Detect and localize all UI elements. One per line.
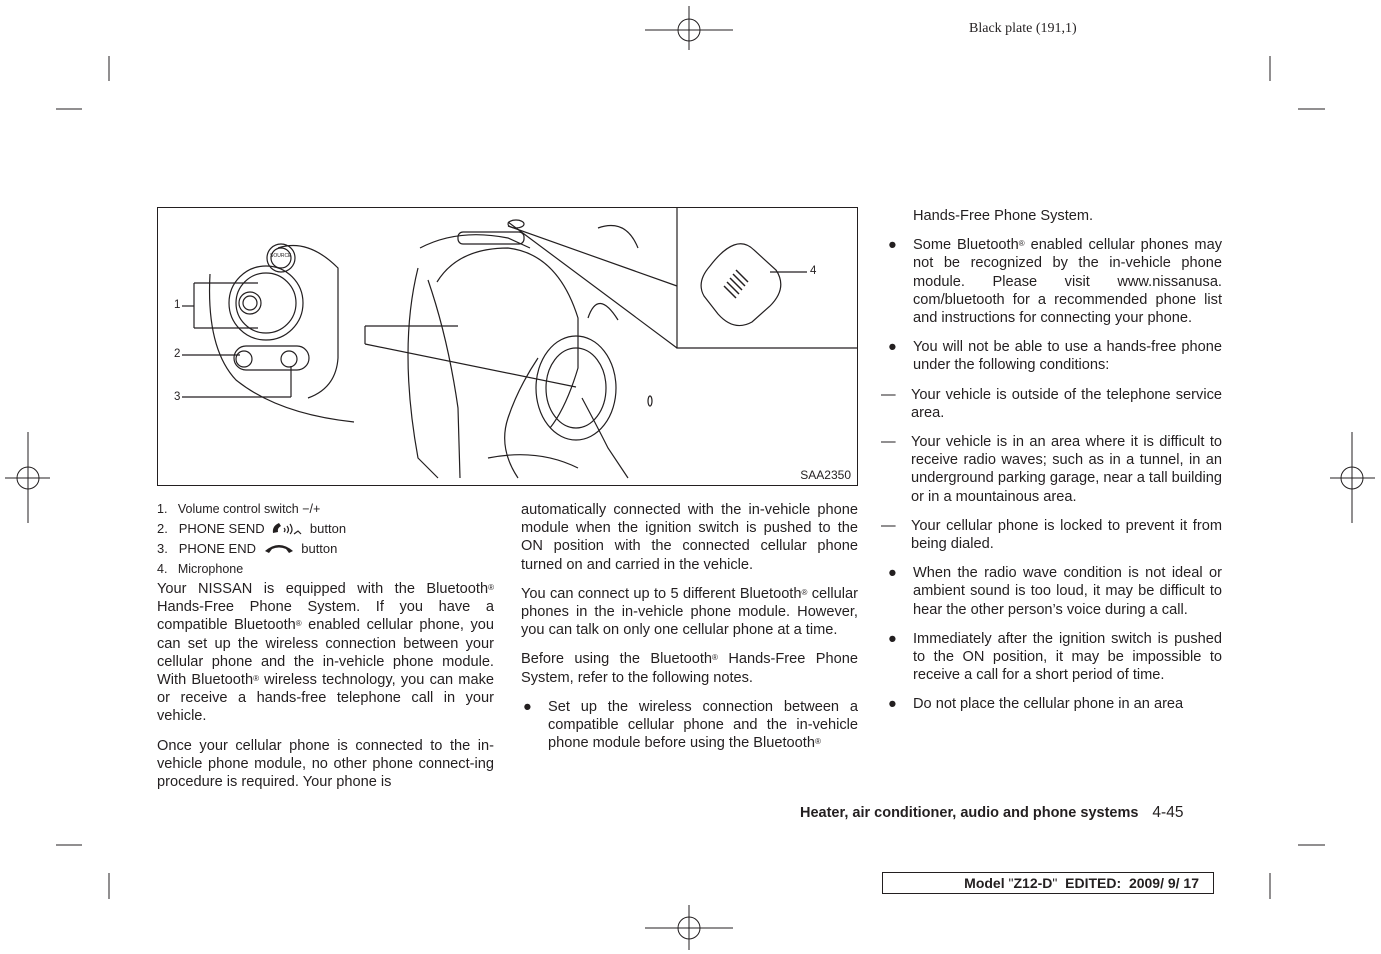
- paragraph-connection: Once your cellular phone is connected to the in-vehicle phone module, no other phone connect-ing procedure is required. Your phone is: [157, 737, 494, 791]
- paragraph-intro: Your NISSAN is equipped with the Bluetooth® Hands-Free Phone System. If you have a compatible Bluetooth® enabled cellular phone, you can set up the wireless connection between your cellular phone and the in-vehicle phone module. With Bluetooth® wireless technology, you can make or receive a hands-free telephone call in your vehicle.: [157, 581, 495, 725]
- source-button-label: SOURCE: [270, 253, 292, 259]
- dash-phone-locked: — Your cellular phone is locked to prevent it from being dialed.: [881, 517, 1222, 553]
- paragraph-notes-intro: Before using the Bluetooth® Hands-Free Phone System, refer to the following notes.: [521, 651, 858, 686]
- bullet-do-not-place: ● Do not place the cellular phone in an area: [888, 696, 1184, 713]
- page-number: 4-45: [1152, 804, 1184, 821]
- callout-2: 2: [174, 348, 181, 360]
- bullet-icon: ●: [888, 565, 897, 582]
- caption-2: 2. PHONE SEND button: [157, 521, 347, 536]
- caption-3: 3. PHONE END button: [157, 541, 338, 556]
- column-3: [881, 207, 1222, 725]
- figure-illustration: [158, 208, 858, 486]
- bullet-icon: ●: [888, 696, 897, 713]
- plate-info: Black plate (191,1): [969, 21, 1077, 36]
- phone-end-icon: [262, 541, 296, 555]
- dash-radio-waves: — Your vehicle is in an area where it is difficult to receive radio waves; such as in a tunnel, in an underground parking garage, near a tall building or in a mountainous area.: [881, 434, 1222, 505]
- model-box: Model "Z12-D" EDITED: 2009/ 9/ 17: [882, 872, 1214, 894]
- bullet-icon: ●: [888, 630, 897, 647]
- callout-3: 3: [174, 391, 181, 403]
- callout-4: 4: [810, 265, 817, 277]
- figure-captions: [157, 499, 494, 579]
- bullet-not-recognized: ● Some Bluetooth® enabled cellular phones may not be recognized by the in-vehicle phone module. Please visit www.nissanusa. com/bluetooth for a recommended phone list and instructions for connecting your phone.: [888, 237, 1222, 327]
- callout-1: 1: [174, 299, 181, 311]
- column-1: [157, 499, 494, 802]
- caption-4: 4. Microphone: [157, 562, 244, 576]
- bullet-icon: ●: [888, 237, 897, 254]
- dash-outside-area: — Your vehicle is outside of the telephone service area.: [881, 386, 1222, 421]
- figure-steering-wheel-controls: [157, 207, 858, 486]
- paragraph-five-phones: You can connect up to 5 different Bluetooth® cellular phones in the in-vehicle phone module. However, you can talk on only one cellular phone at a time.: [521, 585, 858, 639]
- bullet-icon: ●: [888, 339, 897, 356]
- bullet-icon: ●: [523, 698, 532, 715]
- bullet-continuation: Hands-Free Phone System.: [913, 208, 1094, 224]
- phone-send-icon: [270, 520, 304, 536]
- page-footer: [800, 804, 1183, 822]
- bullet-after-ignition: ● Immediately after the ignition switch is pushed to the ON position, it may be impossible to receive a call for a short period of time.: [888, 630, 1222, 684]
- section-title: Heater, air conditioner, audio and phone systems: [800, 805, 1139, 821]
- caption-1: 1. Volume control switch −/+: [157, 502, 321, 516]
- paragraph-auto-connect: automatically connected with the in-vehicle phone module when the ignition switch is pushed to the ON position with the connected cellular phone turned on and carried in the vehicle.: [521, 502, 858, 573]
- figure-code: SAA2350: [800, 468, 851, 482]
- bullet-setup-connection: ● Set up the wireless connection between a compatible cellular phone and the in-vehicle phone module before using the Bluetooth®: [523, 698, 858, 752]
- bullet-radio-condition: ● When the radio wave condition is not ideal or ambient sound is too loud, it may be difficult to hear the other person’s voice during a call.: [888, 565, 1222, 618]
- bullet-conditions: ● You will not be able to use a hands-free phone under the following conditions:: [888, 339, 1222, 374]
- column-2: [521, 501, 858, 763]
